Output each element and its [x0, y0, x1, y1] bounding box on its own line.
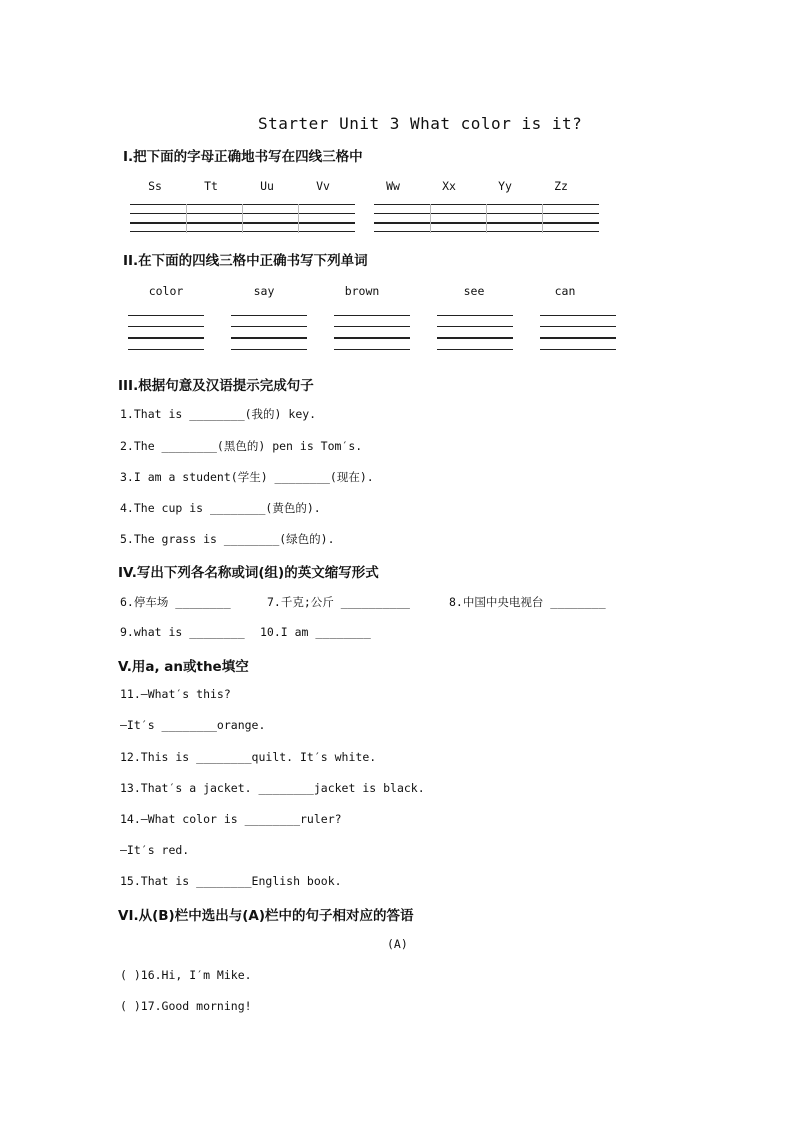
page-title: Starter Unit 3 What color is it? — [258, 114, 583, 133]
question-16: ( )16.Hi, I′m Mike. — [120, 968, 252, 982]
question-14-prompt: 14.—What color is ________ruler? — [120, 812, 342, 826]
word-writing-lines[interactable] — [334, 315, 410, 351]
question-11-answer: —It′s ________orange. — [120, 718, 266, 732]
question-7: 7.千克;公斤 __________ — [267, 595, 410, 609]
letter-label: Yy — [498, 179, 512, 193]
letter-label: Zz — [554, 179, 568, 193]
letter-label: Uu — [260, 179, 274, 193]
question-4: 4.The cup is ________(黄色的). — [120, 501, 321, 515]
section-1-heading: I.把下面的字母正确地书写在四线三格中 — [123, 149, 363, 165]
column-a-label: (A) — [387, 937, 408, 951]
question-6: 6.停车场 ________ — [120, 595, 231, 609]
four-line-grid-left[interactable] — [130, 204, 355, 234]
question-17: ( )17.Good morning! — [120, 999, 252, 1013]
word-writing-lines[interactable] — [128, 315, 204, 351]
question-8: 8.中国中央电视台 ________ — [449, 595, 606, 609]
question-9: 9.what is ________ — [120, 625, 245, 639]
section-4-heading: IV.写出下列各名称或词(组)的英文缩写形式 — [118, 565, 379, 581]
section-2-heading: II.在下面的四线三格中正确书写下列单词 — [123, 253, 368, 269]
section-6-heading: VI.从(B)栏中选出与(A)栏中的句子相对应的答语 — [118, 908, 414, 924]
letter-label: Ss — [148, 179, 162, 193]
word-writing-lines[interactable] — [437, 315, 513, 351]
letter-label: Tt — [204, 179, 218, 193]
question-3: 3.I am a student(学生) ________(现在). — [120, 470, 374, 484]
question-1: 1.That is ________(我的) key. — [120, 407, 317, 421]
question-10: 10.I am ________ — [260, 625, 371, 639]
word-label: color — [148, 284, 184, 298]
question-5: 5.The grass is ________(绿色的). — [120, 532, 335, 546]
word-label: can — [554, 284, 576, 298]
word-label: say — [253, 284, 275, 298]
question-14-answer: —It′s red. — [120, 843, 190, 857]
letter-label: Vv — [316, 179, 330, 193]
section-5-heading: V.用a, an或the填空 — [118, 659, 249, 675]
word-label: see — [463, 284, 485, 298]
section-3-heading: III.根据句意及汉语提示完成句子 — [118, 378, 314, 394]
letter-label: Xx — [442, 179, 456, 193]
word-writing-lines[interactable] — [231, 315, 307, 351]
question-13: 13.That′s a jacket. ________jacket is black. — [120, 781, 425, 795]
letter-label: Ww — [386, 179, 400, 193]
word-writing-lines[interactable] — [540, 315, 616, 351]
question-11-prompt: 11.—What′s this? — [120, 687, 231, 701]
question-12: 12.This is ________quilt. It′s white. — [120, 750, 377, 764]
four-line-grid-right[interactable] — [374, 204, 599, 234]
word-label: brown — [344, 284, 380, 298]
question-2: 2.The ________(黑色的) pen is Tom′s. — [120, 439, 363, 453]
question-15: 15.That is ________English book. — [120, 874, 342, 888]
